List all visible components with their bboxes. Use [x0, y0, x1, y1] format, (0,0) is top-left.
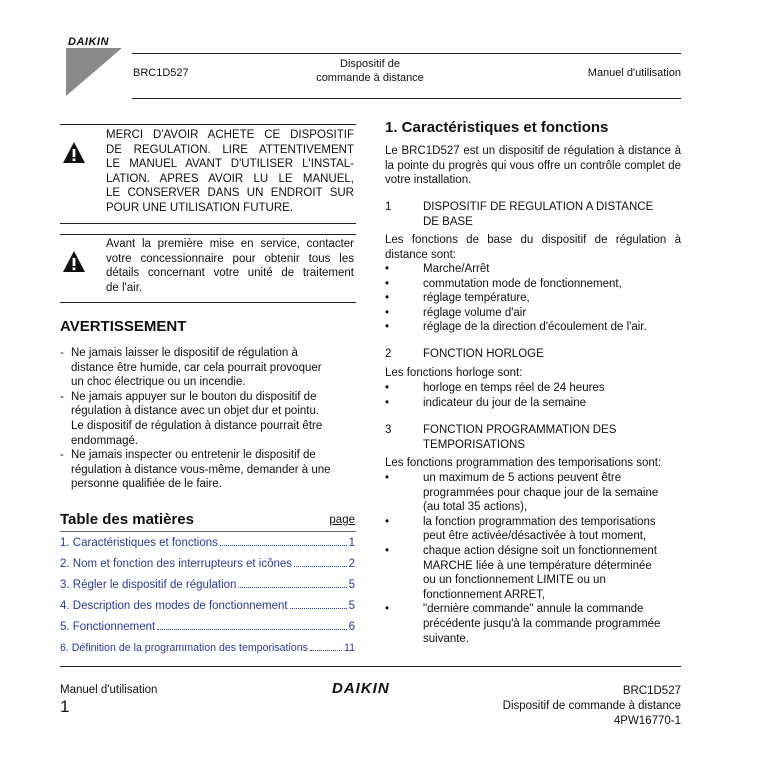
subsection-3-list: [385, 471, 681, 646]
notice1-top-rule: [60, 124, 356, 125]
section1-title: 1. Caractéristiques et fonctions: [385, 119, 609, 136]
warning-item: - Ne jamais inspecter ou entretenir le dispositif de régulation à distance vous-même, demander à une personne qualifiée de le faire.: [60, 449, 331, 491]
list-item: • la fonction programmation des temporisations peut être activée/désactivée à tout moment,: [385, 515, 656, 543]
subsection-1-list: [385, 262, 681, 335]
warning-list: [60, 346, 356, 492]
list-item: • Marche/Arrêt: [385, 263, 490, 275]
list-item: • réglage température,: [385, 292, 530, 305]
subsection-3-heading: 3 FONCTION PROGRAMMATION DES TEMPORISATIONS: [385, 424, 617, 451]
subsection-2-list: [385, 381, 681, 410]
header-doc-title: [290, 57, 450, 85]
toc-rule: [60, 531, 356, 532]
list-item: • réglage de la direction d'écoulement de l'air.: [385, 321, 647, 334]
header-manual: Manuel d'utilisation: [587, 67, 681, 79]
warning-item: - Ne jamais laisser le dispositif de régulation à distance être humide, car cela pourrait provoquer un choc électrique ou un incendie.: [60, 347, 322, 389]
footer-right: [450, 684, 681, 729]
header-doc-title-line2: commande à distance: [316, 72, 424, 84]
list-item: • indicateur du jour de la semaine: [385, 396, 587, 409]
notice2-line: votre concessionnaire pour obtenir tous les: [106, 252, 354, 265]
notice2-top-rule: [60, 234, 356, 235]
notice2-text: [106, 237, 354, 295]
list-item: • chaque action désigne soit un fonctionnement MARCHE liée à une température déterminée ou un fonctionnement LIMITE ou un fonctionnement ARRET,: [385, 544, 657, 601]
warning-icon: [62, 250, 86, 279]
toc-title: Table des matières: [60, 511, 194, 528]
subsection-1-intro: Les fonctions de base du dispositif de régulation à distance sont:: [385, 234, 681, 261]
notice2-line: de l'air.: [106, 281, 143, 294]
toc-entry[interactable]: 2. Nom et fonction des interrupteurs et icônes 2: [60, 558, 355, 570]
header-bottom-rule: [132, 98, 681, 99]
notice2-bottom-rule: [60, 302, 356, 303]
list-item: • "dernière commande" annule la commande précédente jusqu'à la commande programmée suivante.: [385, 603, 661, 645]
list-item: • un maximum de 5 actions peuvent être programmées pour chaque jour de la semaine (au total 35 actions),: [385, 472, 659, 514]
header-doc-title-line1: Dispositif de: [340, 58, 400, 70]
daikin-logo-text: DAIKIN: [68, 36, 109, 48]
notice1-line: LATION. APRES AVOIR LU LE MANUEL,: [106, 172, 354, 185]
footer-model: BRC1D527: [622, 685, 681, 697]
toc-entry[interactable]: 4. Description des modes de fonctionnement 5: [60, 600, 355, 612]
notice2-line: Avant la première mise en service, contacter: [106, 238, 354, 250]
header-model: BRC1D527: [133, 67, 189, 79]
header-top-rule: [132, 53, 681, 54]
notice1-line: LE MANUEL AVANT D'UTILISER L'INSTAL-: [106, 158, 354, 171]
subsection-3-intro: Les fonctions programmation des temporisations sont:: [385, 457, 662, 469]
notice2-line: détails concernant votre unité de traitement: [106, 267, 354, 280]
subsection-2-heading: 2 FONCTION HORLOGE: [385, 348, 544, 360]
list-item: • commutation mode de fonctionnement,: [385, 277, 622, 290]
daikin-logo-mark: [66, 48, 124, 98]
notice1-line: DE REGULATION. LIRE ATTENTIVEMENT: [106, 143, 354, 156]
footer-brand-logo: DAIKIN: [332, 680, 390, 697]
toc-page-label: page: [329, 514, 355, 526]
notice1-line: MERCI D'AVOIR ACHETE CE DISPOSITIF: [106, 129, 354, 141]
warning-title: AVERTISSEMENT: [60, 318, 187, 335]
footer-page-number: 1: [60, 697, 70, 716]
toc-entry[interactable]: 1. Caractéristiques et fonctions 1: [60, 537, 355, 549]
notice1-line: POUR UNE UTILISATION FUTURE.: [106, 201, 293, 214]
warning-item: - Ne jamais appuyer sur le bouton du dispositif de régulation à distance avec un objet dur et pointu. Le dispositif de régulation à distance pourrait être endommagé.: [60, 390, 323, 447]
list-item: • réglage volume d'air: [385, 306, 527, 319]
toc-entry[interactable]: 3. Régler le dispositif de régulation 5: [60, 579, 355, 591]
notice1-text: [106, 128, 354, 216]
footer-code: 4PW16770-1: [613, 715, 681, 727]
toc-entry[interactable]: 6. Définition de la programmation des temporisations 11: [60, 642, 355, 654]
notice1-bottom-rule: [60, 223, 356, 224]
warning-icon: [62, 141, 86, 170]
footer-rule: [60, 666, 681, 667]
list-item: • horloge en temps réel de 24 heures: [385, 382, 605, 394]
footer-doc-title: Dispositif de commande à distance: [502, 700, 681, 712]
subsection-2-intro: Les fonctions horloge sont:: [385, 367, 523, 379]
toc-entry[interactable]: 5. Fonctionnement 6: [60, 621, 355, 633]
subsection-1-heading: 1 DISPOSITIF DE REGULATION A DISTANCE DE BASE: [385, 201, 654, 228]
daikin-logo: [66, 36, 124, 98]
section1-intro: Le BRC1D527 est un dispositif de régulation à distance à la pointe du progrès qui vous offre un contrôle complet de votre installation.: [385, 145, 681, 187]
notice1-line: LE CONSERVER DANS UN ENDROIT SUR: [106, 187, 354, 200]
footer-manual: Manuel d'utilisation: [60, 684, 158, 696]
